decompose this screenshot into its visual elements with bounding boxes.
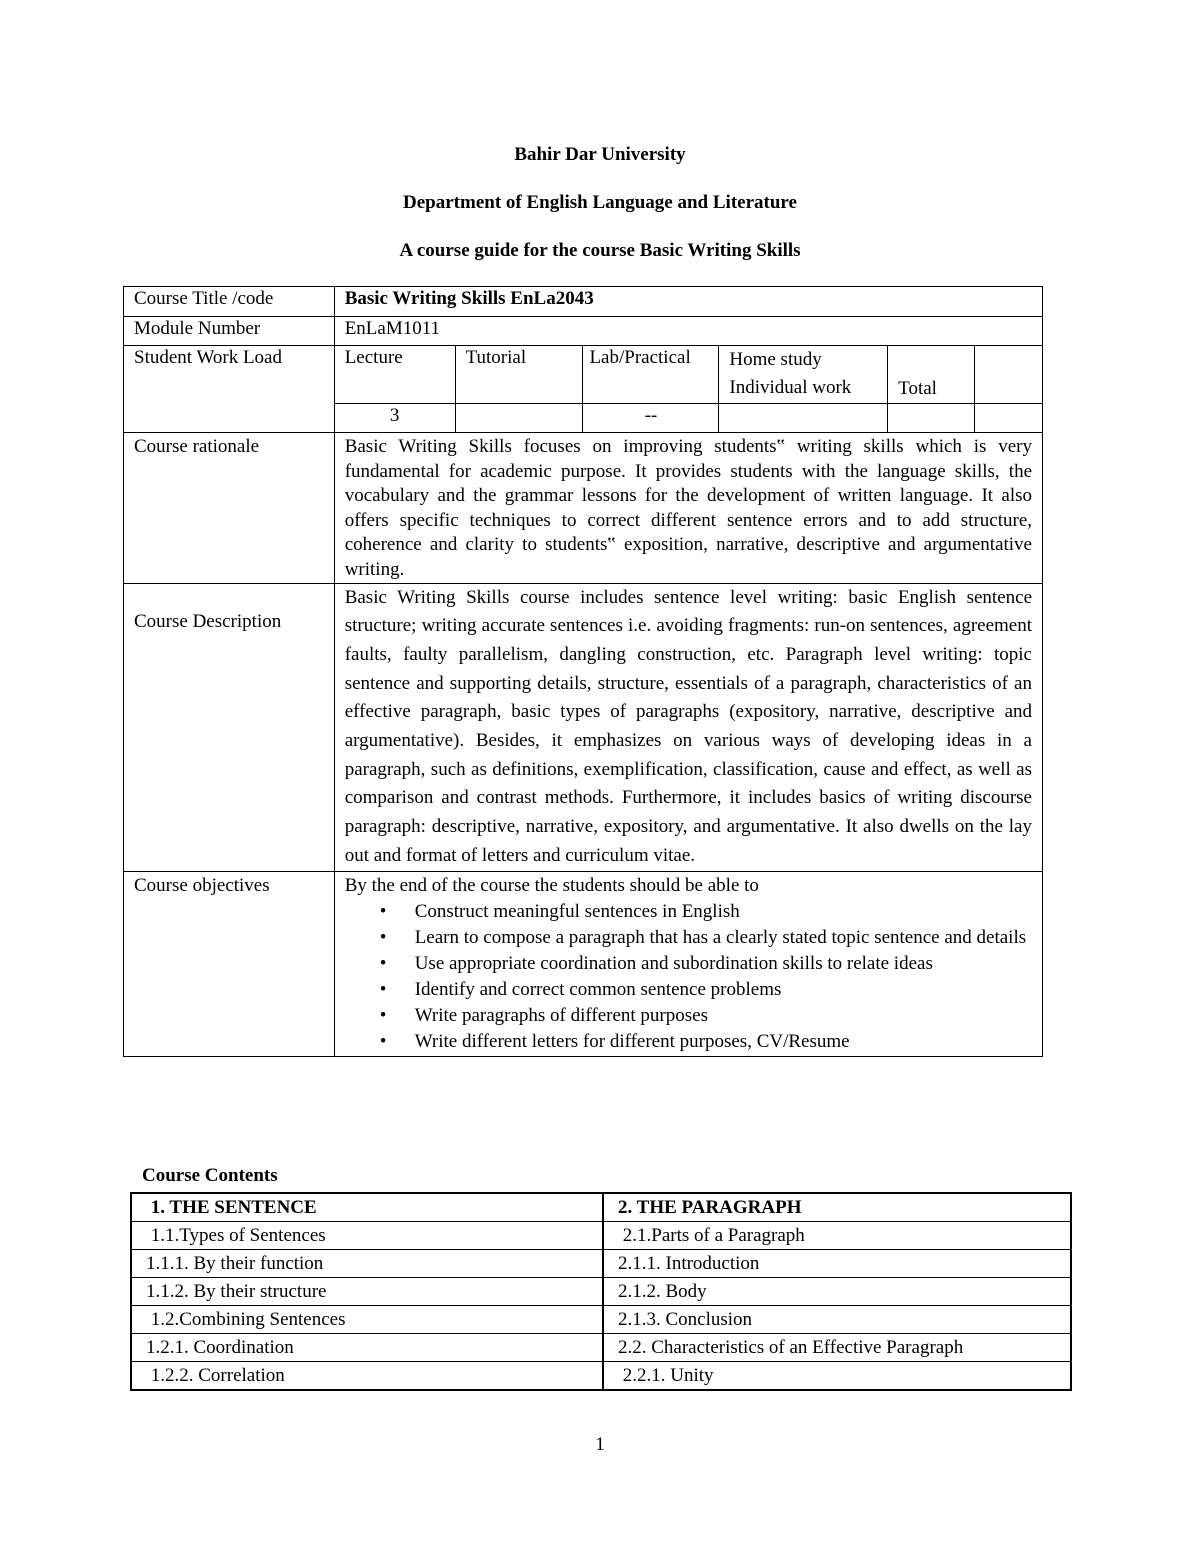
contents-left-cell: 1.2.1. Coordination — [131, 1334, 603, 1362]
university-heading: Bahir Dar University — [514, 144, 686, 165]
course-rationale-label: Course rationale — [124, 433, 335, 584]
workload-home-study-value — [719, 404, 888, 433]
contents-right-cell: 2.1.1. Introduction — [603, 1250, 1071, 1278]
course-contents-title: Course Contents — [142, 1165, 278, 1186]
workload-total-value — [888, 404, 975, 433]
workload-home-study-header — [719, 346, 888, 404]
contents-right-cell: 2.2.1. Unity — [618, 1365, 714, 1386]
contents-left-cell: 1.1.1. By their function — [131, 1250, 603, 1278]
contents-right-cell: 2.1.Parts of a Paragraph — [603, 1222, 1071, 1250]
contents-right-cell: 2.1.3. Conclusion — [603, 1306, 1071, 1334]
objective-item: • Write paragraphs of different purposes — [415, 1003, 1032, 1029]
objective-item: • Construct meaningful sentences in English — [415, 899, 1032, 925]
course-title-value: Basic Writing Skills EnLa2043 — [334, 287, 1042, 317]
contents-left-cell: 1.1.2. By their structure — [131, 1278, 603, 1306]
objective-item: • Write different letters for different purposes, CV/Resume — [415, 1029, 1032, 1055]
workload-tutorial-value — [455, 404, 583, 433]
workload-empty-header — [975, 346, 1043, 404]
individual-work-line: Individual work — [729, 377, 852, 398]
objective-item: • Learn to compose a paragraph that has a clearly stated topic sentence and details — [415, 925, 1032, 951]
course-objectives-cell — [334, 871, 1042, 1056]
workload-label: Student Work Load — [124, 346, 335, 433]
page-number: 1 — [595, 1434, 605, 1455]
course-description-text: Basic Writing Skills course includes sentence level writing: basic English sentence structure; writing accurate sentences i.e. avoiding fragments: run-on sentences, agreement faults, faulty parallelism, dangling construction, etc. Paragraph level writing: topic sentence and supporting details, structure, essentials of a paragraph, characteristics of an effective paragraph, basic types of paragraphs (expository, narrative, descriptive and argumentative). Besides, it emphasizes on various ways of developing ideas in a paragraph, such as definitions, exemplification, classification, cause and effect, as well as comparison and contrast methods. Furthermore, it includes basics of writing discourse paragraph: descriptive, narrative, expository, and argumentative. It also dwells on the lay out and format of letters and curriculum vitae. — [334, 583, 1042, 871]
course-objectives-label: Course objectives — [124, 871, 335, 1056]
workload-total-header: Total — [888, 346, 975, 404]
department-heading: Department of English Language and Literature — [403, 192, 797, 213]
workload-lab-value: -- — [583, 404, 719, 433]
contents-left-cell: 1.2.2. Correlation — [131, 1362, 603, 1391]
workload-lab-header: Lab/Practical — [583, 346, 719, 404]
contents-left-cell: 1.1.Types of Sentences — [131, 1222, 603, 1250]
contents-right-cell: 2.2. Characteristics of an Effective Paragraph — [603, 1334, 1071, 1362]
course-rationale-text: Basic Writing Skills focuses on improving students‟ writing skills which is very fundamental for academic purpose. It provides students with the language skills, the vocabulary and the grammar lessons for the development of written language. It also offers specific techniques to correct different sentence errors and to add structure, coherence and clarity to students‟ exposition, narrative, descriptive and argumentative writing. — [334, 433, 1042, 584]
contents-right-cell: 2. THE PARAGRAPH — [603, 1193, 1071, 1222]
module-number-value: EnLaM1011 — [334, 317, 1042, 346]
course-info-table — [123, 286, 1043, 1057]
workload-empty-value — [975, 404, 1043, 433]
contents-left-cell: 1. THE SENTENCE — [131, 1193, 603, 1222]
workload-lecture-value: 3 — [334, 404, 455, 433]
course-contents-table — [130, 1192, 1072, 1391]
course-description-label: Course Description — [124, 583, 335, 871]
objectives-list — [345, 899, 1032, 1055]
module-number-label: Module Number — [124, 317, 335, 346]
course-title-label: Course Title /code — [124, 287, 335, 317]
workload-lecture-header: Lecture — [334, 346, 455, 404]
objective-item: • Identify and correct common sentence problems — [415, 977, 1032, 1003]
objectives-intro: By the end of the course the students should be able to — [344, 874, 759, 896]
objective-item: • Use appropriate coordination and subordination skills to relate ideas — [415, 951, 1032, 977]
workload-tutorial-header: Tutorial — [455, 346, 583, 404]
guide-title-heading: A course guide for the course Basic Writing Skills — [399, 240, 801, 261]
home-study-line: Home study — [729, 349, 822, 370]
contents-left-cell: 1.2.Combining Sentences — [131, 1306, 603, 1334]
contents-right-cell: 2.1.2. Body — [603, 1278, 1071, 1306]
